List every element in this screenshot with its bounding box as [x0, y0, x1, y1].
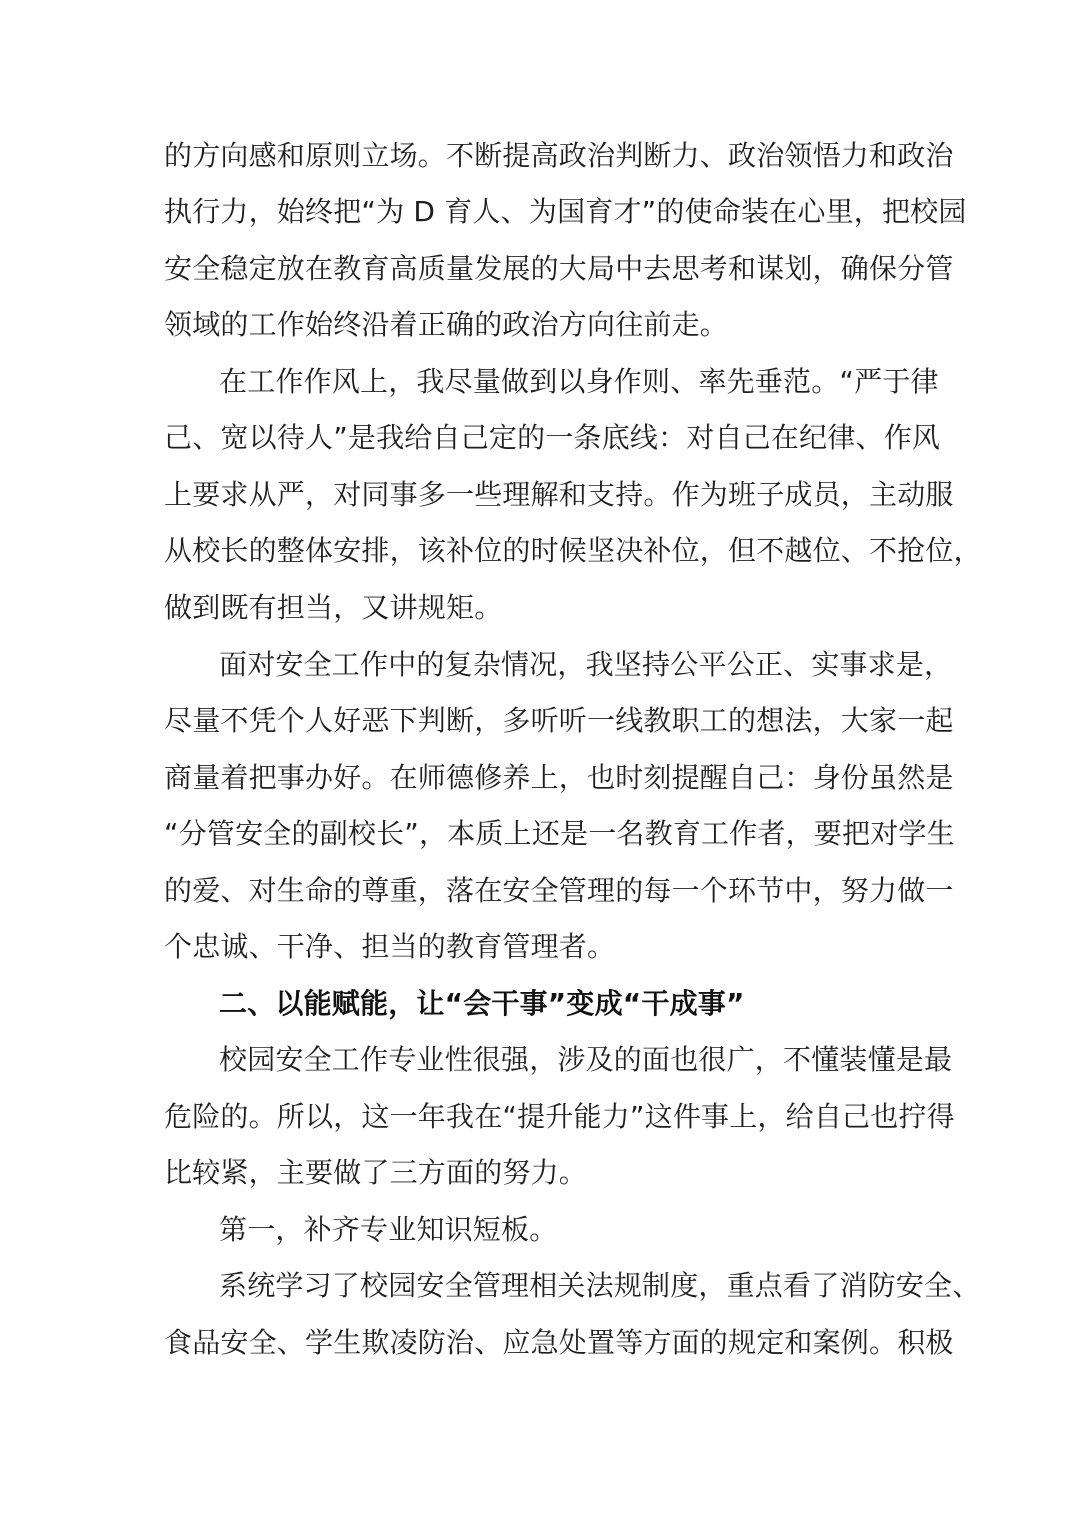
text-line: 比较紧，主要做了三方面的努力。 — [164, 1156, 588, 1189]
paragraph-first-line: 在工作作风上，我尽量做到以身作则、率先垂范。“严于律 — [219, 365, 939, 398]
text-line: 尽量不凭个人好恶下判断，多听听一线教职工的想法，大家一起 — [164, 704, 954, 737]
paragraph-first-line: 面对安全工作中的复杂情况，我坚持公平公正、实事求是， — [219, 648, 953, 681]
text-line: 领域的工作始终沿着正确的政治方向往前走。 — [164, 308, 729, 341]
text-line: 做到既有担当，又讲规矩。 — [164, 591, 503, 624]
text-line: 己、宽以待人”是我给自己定的一条底线：对自己在纪律、作风 — [164, 421, 941, 454]
section-heading: 二、以能赋能，让“会干事”变成“干成事” — [219, 987, 745, 1020]
text-line: “分管安全的副校长”，本质上还是一名教育工作者，要把对学生 — [164, 817, 955, 850]
paragraph-first-line: 第一，补齐专业知识短板。 — [219, 1213, 558, 1246]
text-line: 危险的。所以，这一年我在“提升能力”这件事上，给自己也拧得 — [164, 1100, 955, 1133]
text-line: 食品安全、学生欺凌防治、应急处置等方面的规定和案例。积极 — [164, 1326, 954, 1359]
text-line: 执行力，始终把“为 D 育人、为国育才”的使命装在心里，把校园 — [164, 195, 967, 228]
text-line: 从校长的整体安排，该补位的时候坚决补位，但不越位、不抢位， — [164, 534, 982, 567]
text-line: 上要求从严，对同事多一些理解和支持。作为班子成员，主动服 — [164, 478, 954, 511]
text-line: 商量着把事办好。在师德修养上，也时刻提醒自己：身份虽然是 — [164, 761, 954, 794]
paragraph-first-line: 校园安全工作专业性很强，涉及的面也很广，不懂装懂是最 — [219, 1043, 953, 1076]
text-line: 安全稳定放在教育高质量发展的大局中去思考和谋划，确保分管 — [164, 252, 954, 285]
text-line: 个忠诚、干净、担当的教育管理者。 — [164, 930, 616, 963]
paragraph-first-line: 系统学习了校园安全管理相关法规制度，重点看了消防安全、 — [219, 1269, 981, 1302]
text-line: 的方向感和原则立场。不断提高政治判断力、政治领悟力和政治 — [164, 139, 954, 172]
text-line: 的爱、对生命的尊重，落在安全管理的每一个环节中，努力做一 — [164, 874, 954, 907]
